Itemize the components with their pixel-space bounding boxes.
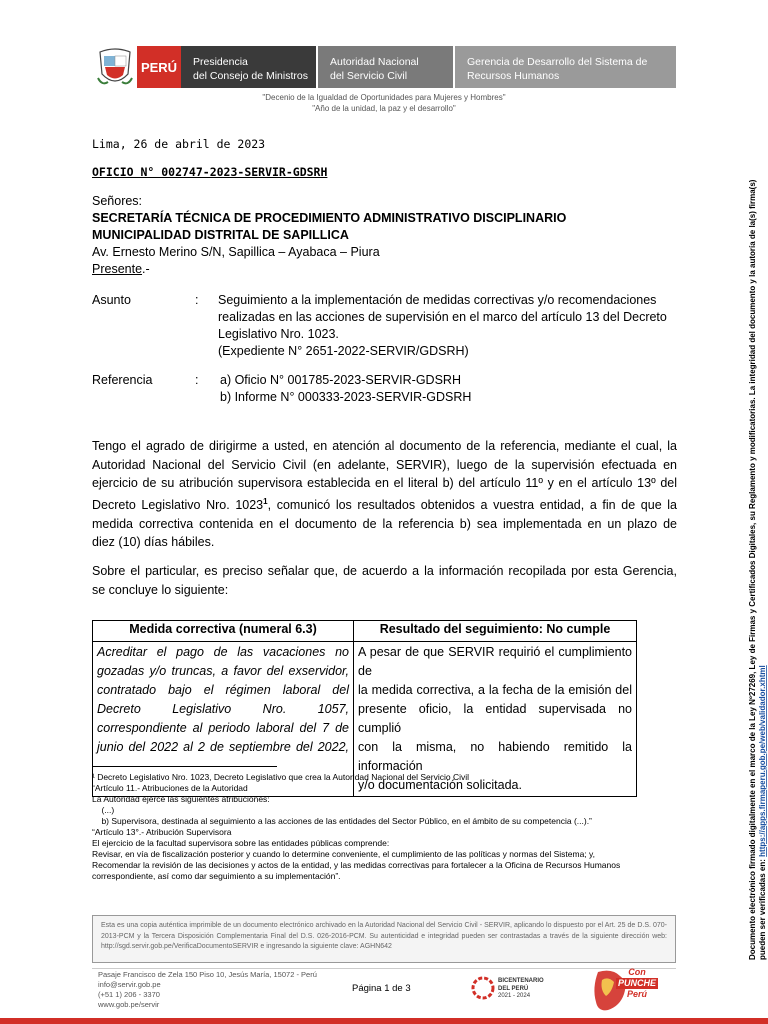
- oficio-number: OFICIO N° 002747-2023-SERVIR-GDSRH: [92, 165, 328, 179]
- peru-coat-of-arms-icon: [96, 48, 134, 90]
- asunto-label: Asunto: [92, 293, 131, 307]
- footnote: ¹ Decreto Legislativo Nro. 1023, Decreto Legislativo que crea la Autoridad Nacional del Servicio Civil “Artículo 11.- Atribuciones de la Autoridad La Autoridad ejerce las siguientes atribuciones: (...) b) Supervisora, destinada al seguimiento a las acciones de las entidades del Sector Público, en el ámbito de su competencia (...).” “Artículo 13°.- Atribución Supervisora El ejercicio de la facultad supervisora sobre las entidades públicas comprende: Revisar, en vía de fiscalización posterior y cuando lo determine conveniente, el cumplimiento de las políticas y normas del Sistema; y, Recomendar la revisión de las decisiones y actos de la entidad, y las medidas correctivas para fortalecer a la Oficina de Recursos Humanos correspondiente, así como dar seguimiento a su implementación”.: [92, 772, 621, 881]
- referencia-item: b) Informe N° 000333-2023-SERVIR-GDSRH: [220, 390, 472, 404]
- recipient-name: SECRETARÍA TÉCNICA DE PROCEDIMIENTO ADMINISTRATIVO DISCIPLINARIO: [92, 211, 567, 225]
- footer-divider: [92, 968, 676, 969]
- footnote-separator: [92, 766, 277, 767]
- referencia-list: [220, 372, 471, 406]
- footnote-ref: 1: [263, 496, 268, 506]
- recipient-entity: MUNICIPALIDAD DISTRITAL DE SAPILLICA: [92, 228, 349, 242]
- table-header-row: [93, 621, 637, 642]
- table-header: Medida correctiva (numeral 6.3): [93, 621, 354, 642]
- recipient-address: Av. Ernesto Merino S/N, Sapillica – Ayabaca – Piura: [92, 245, 380, 259]
- signature-notice-line1: Documento electrónico firmado digitalmente en el marco de la Ley Nº27269, Ley de Firmas y Certificados Digitales, su Reglamento y modificatorias. La integridad del documento y la autoría de la(s) firma(s): [748, 179, 757, 960]
- con-punche-peru-logo: Con PUNCHE Perú: [618, 967, 657, 999]
- table-header: Resultado del seguimiento: No cumple: [354, 621, 637, 642]
- footer-red-bar: [0, 1018, 768, 1024]
- header-entity-servir: Autoridad Nacional del Servicio Civil: [318, 46, 453, 88]
- asunto-colon: :: [195, 293, 199, 307]
- presente: Presente.-: [92, 262, 150, 276]
- asunto-text: Seguimiento a la implementación de medidas correctivas y/o recomendaciones realizadas en las acciones de supervisión en el marco del artículo 13 del Decreto Legislativo Nro. 1023. (Expediente N° 2651-2022-SERVIR/GDSRH): [218, 293, 667, 358]
- signature-notice-line2: pueden ser verificadas en: https://apps.firmaperu.gob.pe/web/validador.xhtml: [758, 665, 767, 960]
- body-paragraph-1: Tengo el agrado de dirigirme a usted, en atención al documento de la referencia, mediante el cual, la Autoridad Nacional del Servicio Civil (en adelante, SERVIR), luego de la supervisión efectuada en ejercicio de su atribución supervisora establecida en el literal b) del artículo 11º y en el artículo 13º del Decreto Legislativo Nro. 1023$^1$, comunicó los resultados obtenidos a vuestra entidad, a fin de que la medida correctiva contenida en el documento de la referencia b) sea implementada en un plazo de diez (10) días hábiles.: [92, 439, 677, 550]
- salutation: Señores:: [92, 194, 143, 208]
- year-motto: "Año de la unidad, la paz y el desarrollo": [312, 104, 456, 113]
- header-entity-pcm: Presidencia del Consejo de Ministros: [181, 46, 316, 88]
- referencia-colon: :: [195, 373, 199, 387]
- page-number: Página 1 de 3: [352, 983, 411, 994]
- bicentenario-logo: BICENTENARIO DEL PERÚ 2021 - 2024: [498, 978, 544, 999]
- decenio-motto: "Decenio de la Igualdad de Oportunidades para Mujeres y Hombres": [262, 93, 506, 102]
- table-cell-medida: Acreditar el pago de las vacaciones no gozadas y/o truncas, a favor del exservidor, contratado bajo el régimen laboral del Decreto Legislativo Nro. 1057, correspondiente al periodo laboral del 7 de junio del 2022 al 2 de septiembre del 2022,: [93, 642, 354, 797]
- referencia-label: Referencia: [92, 373, 153, 387]
- footer-address: Pasaje Francisco de Zela 150 Piso 10, Jesús María, 15072 - Perú info@servir.gob.pe (+51 1) 206 - 3370 www.gob.pe/servir: [98, 970, 317, 1009]
- peru-logo: PERÚ: [137, 46, 181, 88]
- bicentenario-logo-icon: [470, 975, 496, 1001]
- digital-signature-sidebar: [722, 140, 768, 960]
- header-entity-gdsrh: Gerencia de Desarrollo del Sistema de Recursos Humanos: [455, 46, 676, 88]
- body-paragraph-2: Sobre el particular, es preciso señalar que, de acuerdo a la información recopilada por esta Gerencia, se concluye lo siguiente:: [92, 564, 677, 597]
- authenticity-notice: Esta es una copia auténtica imprimible de un documento electrónico archivado en la Autoridad Nacional del Servicio Civil - SERVIR, aplicando lo dispuesto por el Art. 25 de D.S. 070-2013-PCM y la Tercera Disposición Complementaria Final del D.S. 026-2016-PCM. Su autenticidad e integridad pueden ser contrastadas a través de la siguiente dirección web: http://sgd.servir.gob.pe/VerificaDocumentoSERVIR e ingresando la siguiente clave: AGHN642: [92, 915, 676, 963]
- recipient-block: [92, 193, 566, 278]
- results-table: [92, 620, 637, 797]
- referencia-item: a) Oficio N° 001785-2023-SERVIR-GDSRH: [220, 373, 461, 387]
- validator-link[interactable]: https://apps.firmaperu.gob.pe/web/validador.xhtml: [758, 665, 767, 857]
- table-cell-resultado: A pesar de que SERVIR requirió el cumplimiento de la medida correctiva, a la fecha de la emisión del presente oficio, la entidad supervisada no cumplió con la misma, no habiendo remitido la información y/o documentación solicitada.: [354, 642, 637, 797]
- document-date: Lima, 26 de abril de 2023: [92, 137, 266, 151]
